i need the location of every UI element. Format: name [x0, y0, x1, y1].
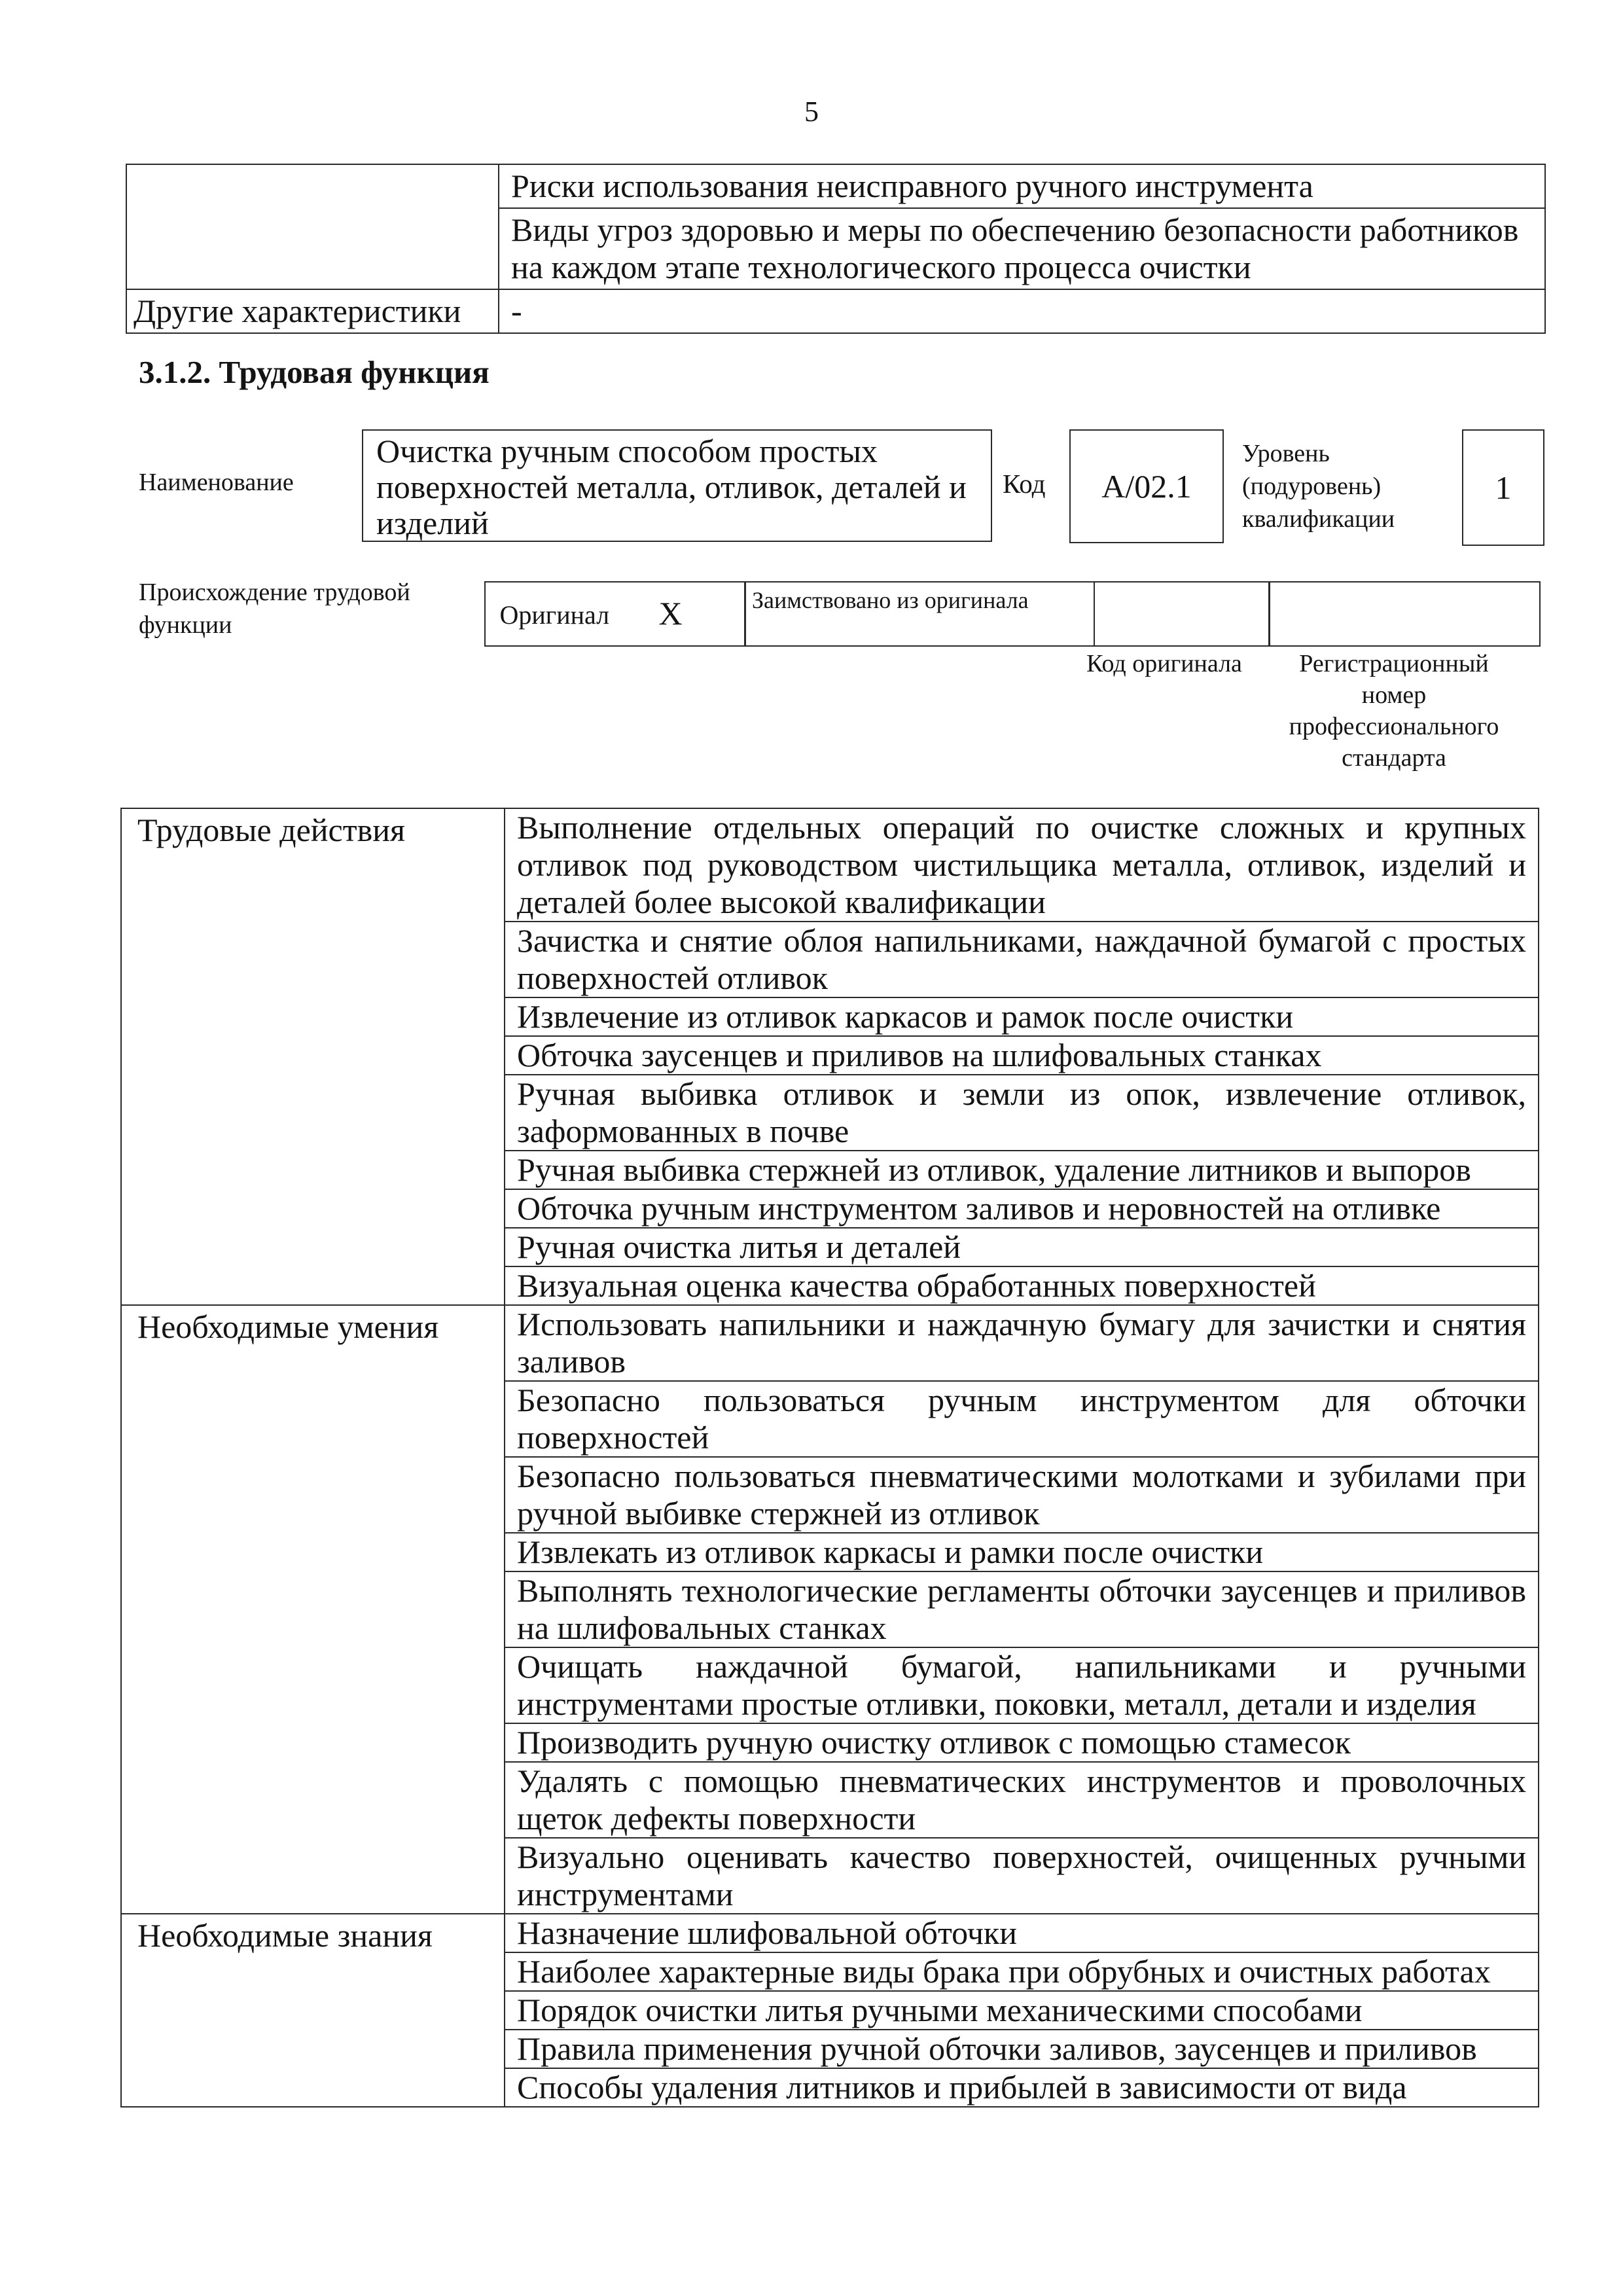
- row-label: [126, 164, 499, 289]
- table-cell: Ручная выбивка отливок и земли из опок, извлечение отливок, заформованных в почве: [505, 1075, 1539, 1151]
- origin-original-cell: [484, 581, 746, 647]
- table-cell: Безопасно пользоваться пневматическими молотками и зубилами при ручной выбивке стержней из отливок: [505, 1457, 1539, 1533]
- table-row: [121, 808, 1539, 922]
- table-row: [126, 164, 1545, 208]
- table-row: [121, 1305, 1539, 1381]
- row-value: Виды угроз здоровью и меры по обеспечению безопасности работников на каждом этапе технологического процесса очистки: [499, 208, 1545, 289]
- table-cell: Визуально оценивать качество поверхностей, очищенных ручными инструментами: [505, 1838, 1539, 1914]
- original-label: Оригинал: [499, 600, 610, 630]
- table-cell: Порядок очистки литья ручными механическими способами: [505, 1991, 1539, 2030]
- table-cell: Безопасно пользоваться ручным инструментом для обточки поверхностей: [505, 1381, 1539, 1457]
- code-label: Код: [1003, 469, 1046, 499]
- table-row: [121, 1914, 1539, 1952]
- table-cell: Производить ручную очистку отливок с помощью стамесок: [505, 1723, 1539, 1762]
- table-cell: Обточка заусенцев и приливов на шлифовальных станках: [505, 1036, 1539, 1075]
- row-value: Риски использования неисправного ручного инструмента: [499, 164, 1545, 208]
- reg-caption: Регистрационный номер профессионального стандарта: [1289, 650, 1499, 772]
- table-cell: Извлечение из отливок каркасов и рамок после очистки: [505, 997, 1539, 1036]
- table-cell: Визуальная оценка качества обработанных поверхностей: [505, 1266, 1539, 1305]
- section-title: 3.1.2. Трудовая функция: [139, 354, 490, 390]
- table-cell: Зачистка и снятие облоя напильниками, наждачной бумагой с простых поверхностей отливок: [505, 922, 1539, 997]
- origin-code-cell: [1094, 581, 1270, 647]
- code-caption: Код оригинала: [1086, 650, 1242, 677]
- table-cell: Обточка ручным инструментом заливов и неровностей на отливке: [505, 1189, 1539, 1228]
- group-label: Необходимые знания: [121, 1914, 505, 2107]
- origin-label: Происхождение трудовой функции: [139, 579, 410, 639]
- table-cell: Способы удаления литников и прибылей в зависимости от вида: [505, 2068, 1539, 2107]
- level-label: Уровень (подуровень) квалификации: [1242, 440, 1395, 533]
- table-cell: Очищать наждачной бумагой, напильниками и ручными инструментами простые отливки, поковки, металл, детали и изделия: [505, 1647, 1539, 1723]
- origin-row: [486, 581, 1546, 647]
- original-mark: X: [658, 595, 683, 632]
- row-value: -: [499, 289, 1545, 333]
- page-number: 5: [804, 96, 819, 128]
- table-cell: Выполнение отдельных операций по очистке сложных и крупных отливок под руководством чистильщика металла, отливок, изделий и деталей более высокой квалификации: [505, 808, 1539, 922]
- table-row: [126, 289, 1545, 333]
- table-cell: Правила применения ручной обточки заливов, заусенцев и приливов: [505, 2030, 1539, 2068]
- level-value-box: 1: [1462, 429, 1544, 546]
- group-label: Необходимые умения: [121, 1305, 505, 1914]
- table-cell: Ручная выбивка стержней из отливок, удаление литников и выпоров: [505, 1151, 1539, 1189]
- code-value-box: А/02.1: [1069, 429, 1224, 543]
- function-name-box: Очистка ручным способом простых поверхностей металла, отливок, деталей и изделий: [362, 429, 992, 542]
- table-cell: Использовать напильники и наждачную бумагу для зачистки и снятия заливов: [505, 1305, 1539, 1381]
- borrowed-label: Заимствовано из оригинала: [744, 581, 1095, 647]
- table-cell: Удалять с помощью пневматических инструментов и проволочных щеток дефекты поверхности: [505, 1762, 1539, 1838]
- table-cell: Наиболее характерные виды брака при обрубных и очистных работах: [505, 1952, 1539, 1991]
- group-label: Трудовые действия: [121, 808, 505, 1305]
- table-cell: Выполнять технологические регламенты обточки заусенцев и приливов на шлифовальных станках: [505, 1571, 1539, 1647]
- top-table: [126, 164, 1546, 334]
- table-cell: Ручная очистка литья и деталей: [505, 1228, 1539, 1266]
- table-cell: Назначение шлифовальной обточки: [505, 1914, 1539, 1952]
- name-label: Наименование: [139, 469, 294, 496]
- main-table: [120, 808, 1539, 2108]
- origin-reg-cell: [1268, 581, 1541, 647]
- table-cell: Извлекать из отливок каркасы и рамки после очистки: [505, 1533, 1539, 1571]
- row-label: Другие характеристики: [126, 289, 499, 333]
